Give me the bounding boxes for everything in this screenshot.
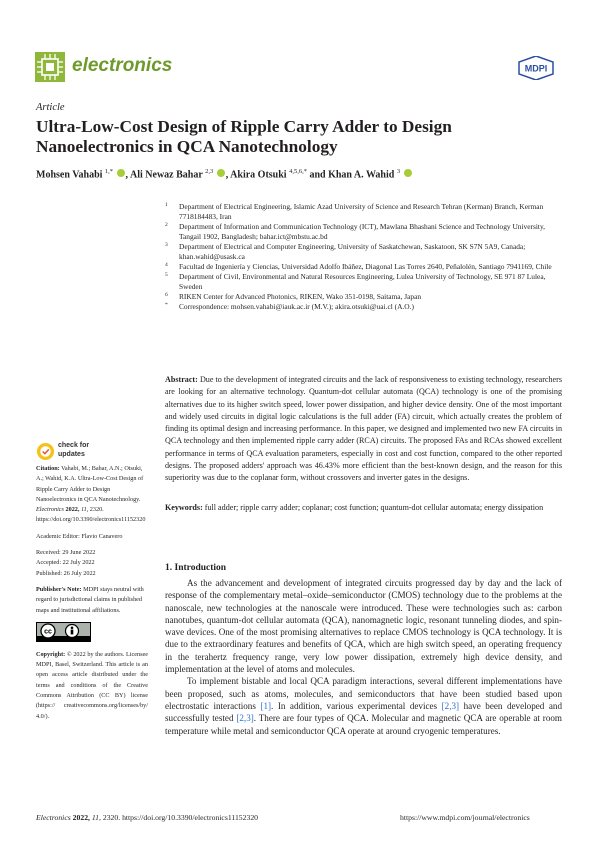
author-name[interactable]: Mohsen Vahabi xyxy=(36,169,103,181)
author-affiliation-marks: 3 xyxy=(396,168,401,175)
affiliation-text: Department of Information and Communication Technology (ICT), Mawlana Bhashani Science and Technology University, Tangail 1902, Bangladesh; bahar.ict@mbstu.ac.bd xyxy=(179,222,546,241)
journal-logo-icon xyxy=(35,52,65,82)
keywords xyxy=(165,502,562,514)
check-for-updates-button[interactable] xyxy=(36,440,116,464)
abstract xyxy=(165,374,562,485)
journal-name[interactable]: electronics xyxy=(72,55,173,76)
mdpi-logo-text: MDPI xyxy=(524,63,548,74)
affiliation-text: Facultad de Ingeniería y Ciencias, Universidad Adolfo Ibáñez, Diagonal Las Torres 2640, Peñalolén, Santiago 7941169, Chile xyxy=(179,262,552,271)
publishers-note-text: MDPI stays neutral with regard to jurisdictional claims in published maps and institutional affiliations. xyxy=(36,585,144,614)
citation-label: Citation: xyxy=(36,465,60,472)
affiliation-list xyxy=(165,202,565,312)
citation-year: 2022, xyxy=(65,506,80,514)
paragraph-text: . In addition, various experimental devices xyxy=(271,700,438,711)
body-text xyxy=(165,577,562,737)
published-date: Published: 26 July 2022 xyxy=(36,569,96,577)
author-affiliation-marks: 4,5,6,* xyxy=(289,168,307,175)
affiliation-number: 3 xyxy=(165,242,168,248)
correspondence-text[interactable]: Correspondence: mohsen.vahabi@iauk.ac.ir (M.V.); akira.otsuki@uai.cl (A.O.) xyxy=(179,302,414,311)
affiliation-item xyxy=(165,222,565,242)
keywords-text: full adder; ripple carry adder; coplanar; cost function; quantum-dot cellular automata; energy dissipation xyxy=(204,503,544,512)
paragraph xyxy=(165,675,562,736)
paragraph-text: have been developed and successfully tested xyxy=(165,700,563,724)
cc-by-license-icon[interactable] xyxy=(36,622,91,642)
affiliation-item xyxy=(165,262,565,272)
footer-year: 2022, xyxy=(72,813,90,822)
footer-journal: Electronics xyxy=(36,813,71,822)
check-updates-icon xyxy=(36,442,55,461)
affiliation-item xyxy=(165,202,565,222)
citation-block xyxy=(36,464,148,526)
orcid-icon[interactable] xyxy=(404,169,412,177)
received-date: Received: 29 June 2022 xyxy=(36,549,96,557)
mdpi-logo-icon[interactable] xyxy=(518,56,554,80)
affiliation-number: 2 xyxy=(165,222,168,228)
affiliation-item xyxy=(165,272,565,292)
affiliation-number: 6 xyxy=(165,292,168,298)
affiliation-item xyxy=(165,242,565,262)
paragraph: As the advancement and development of integrated circuits progressed day by day and the lack of response of the complementary metal–oxide–semiconductor (CMOS) technology due to the problems at the nanoscale, new technologies at the nanoscale were introduced. These were technologies such as: carbon nanotubes, quantum-dot cellular automata (QCA), nanomagnetic logic, resonant tunneling diodes, and spin-wave devices. One of the most promising alternatives to replace CMOS technology is QCA technology. It is due to the extraordinary features and benefits of QCA, which are high switch speed, an operating frequency in the terahertz frequency range, very low power dissipation, extremely high device density, and implementation at the level of atoms and molecules. xyxy=(165,578,562,675)
section-heading: 1. Introduction xyxy=(165,563,227,573)
affiliation-number: 1 xyxy=(165,202,168,208)
check-updates-line2: updates xyxy=(58,450,85,458)
copyright-text: © 2022 by the authors. Licensee MDPI, Basel, Switzerland. This article is an open access article distributed under the terms and conditions of the Creative Commons Attribution (CC BY) license (https:// creativecommons.org/licenses/by/ 4.0/). xyxy=(36,650,148,720)
citation-volume: 11, xyxy=(80,506,89,514)
publishers-note-label: Publisher's Note: xyxy=(36,585,82,593)
citation-link[interactable]: [2,3] xyxy=(236,713,254,724)
orcid-icon[interactable] xyxy=(117,169,125,177)
citation-link[interactable]: [2,3] xyxy=(441,700,460,711)
orcid-icon[interactable] xyxy=(217,169,225,177)
author-name[interactable]: Ali Newaz Bahar xyxy=(130,169,203,181)
footer-doi[interactable]: 2320. https://doi.org/10.3390/electronics11152320 xyxy=(102,813,259,822)
copyright-label: Copyright: xyxy=(36,650,66,658)
citation-journal: Electronics xyxy=(36,506,64,514)
affiliation-text: Department of Electrical and Computer Engineering, University of Saskatchewan, Saskatoon, SK S7N 5A9, Canada; khan.wahid@usask.ca xyxy=(179,242,526,261)
academic-editor: Academic Editor: Flavio Canavero xyxy=(36,532,123,540)
page-title: Ultra-Low-Cost Design of Ripple Carry Adder to Design Nanoelectronics in QCA Nanotechnology xyxy=(36,117,452,156)
author-name[interactable]: and Khan A. Wahid xyxy=(309,169,395,181)
footer-volume: 11, xyxy=(91,813,101,822)
svg-text:cc: cc xyxy=(44,628,52,636)
citation-link[interactable]: [1] xyxy=(260,700,272,711)
keywords-label: Keywords: xyxy=(165,503,203,512)
affiliation-text: Department of Electrical Engineering, Islamic Azad University of Science and Research Tehran (Kerman) Branch, Kerman 7718184483, Iran xyxy=(179,202,544,221)
accepted-date: Accepted: 22 July 2022 xyxy=(36,559,95,567)
affiliation-item xyxy=(165,292,565,302)
footer-journal-url[interactable]: https://www.mdpi.com/journal/electronics xyxy=(400,813,530,822)
author-affiliation-marks: 1,* xyxy=(104,168,114,175)
citation-text: Vahabi, M.; Bahar, A.N.; Otsuki, A.; Wahid, K.A. Ultra-Low-Cost Design of Ripple Carry Adder to Design Nanoelectronics in QCA Nanotechnology. xyxy=(36,465,144,503)
affiliation-text: RIKEN Center for Advanced Photonics, RIKEN, Wako 351-0198, Saitama, Japan xyxy=(179,292,422,301)
author-name[interactable]: Akira Otsuki xyxy=(230,169,287,181)
correspondence-item xyxy=(165,302,565,312)
affiliation-number: * xyxy=(165,302,168,308)
citation-doi[interactable]: 2320. https://doi.org/10.3390/electronics11152320 xyxy=(36,506,146,524)
abstract-label: Abstract: xyxy=(165,375,198,384)
affiliation-text: Department of Civil, Environmental and Natural Resources Engineering, Lulea University of Technology, SE 971 87 Lulea, Sweden xyxy=(179,272,546,291)
article-info-sidebar xyxy=(36,464,148,722)
article-type: Article xyxy=(36,102,65,113)
author-affiliation-marks: 2,3 xyxy=(205,168,214,175)
author-list: Mohsen Vahabi $^{1,*}$ , Ali Newaz Bahar $^{2,3}$ , Akira Otsuki $^{4,5,6,*}$ and Khan A. Wahid $^3$ xyxy=(36,168,413,180)
footer-citation xyxy=(36,813,258,822)
abstract-text: Due to the development of integrated circuits and the lack of responsiveness to existing technology, researchers are looking for an alternative technology. Quantum-dot cellular automata (QCA) technology is one of the promising alternatives due to its higher switch speed, lower power dissipation, and higher device density. One of the most important and widely used circuits in digital logic calculations is the full adder (FA) circuit, which actually creates the problem of finding its optimal design and increasing performance. In this paper, we designed and implemented two new FA circuits in QCA technology and then implemented ripple carry adder (RCA) circuits. The proposed FAs and RCAs showed excellent performance in terms of QCA evaluation parameters, especially in cost and cost function, compared to the other reported designs. The proposed adders' approach was 46.43% more efficient than the best-known design, and the reason for this superiority was due to the coplanar form, without crossovers and inverter gates in the designs. xyxy=(165,375,562,483)
paragraph-text: To implement bistable and local QCA paradigm interactions, several different implementations have been proposed, such as atoms, molecules, and semiconductors that have been studied based upon electrostatic interactions xyxy=(165,676,562,711)
publishers-note xyxy=(36,585,148,616)
check-updates-line1: check for xyxy=(58,442,90,449)
affiliation-number: 5 xyxy=(165,272,168,278)
paragraph-text: . There are four types of QCA. Molecular and magnetic QCA are operable at room temperature while metal and semiconductor QCA operate at around cryogenic temperatures. xyxy=(165,713,562,736)
affiliation-number: 4 xyxy=(165,262,168,268)
copyright-block xyxy=(36,650,148,722)
